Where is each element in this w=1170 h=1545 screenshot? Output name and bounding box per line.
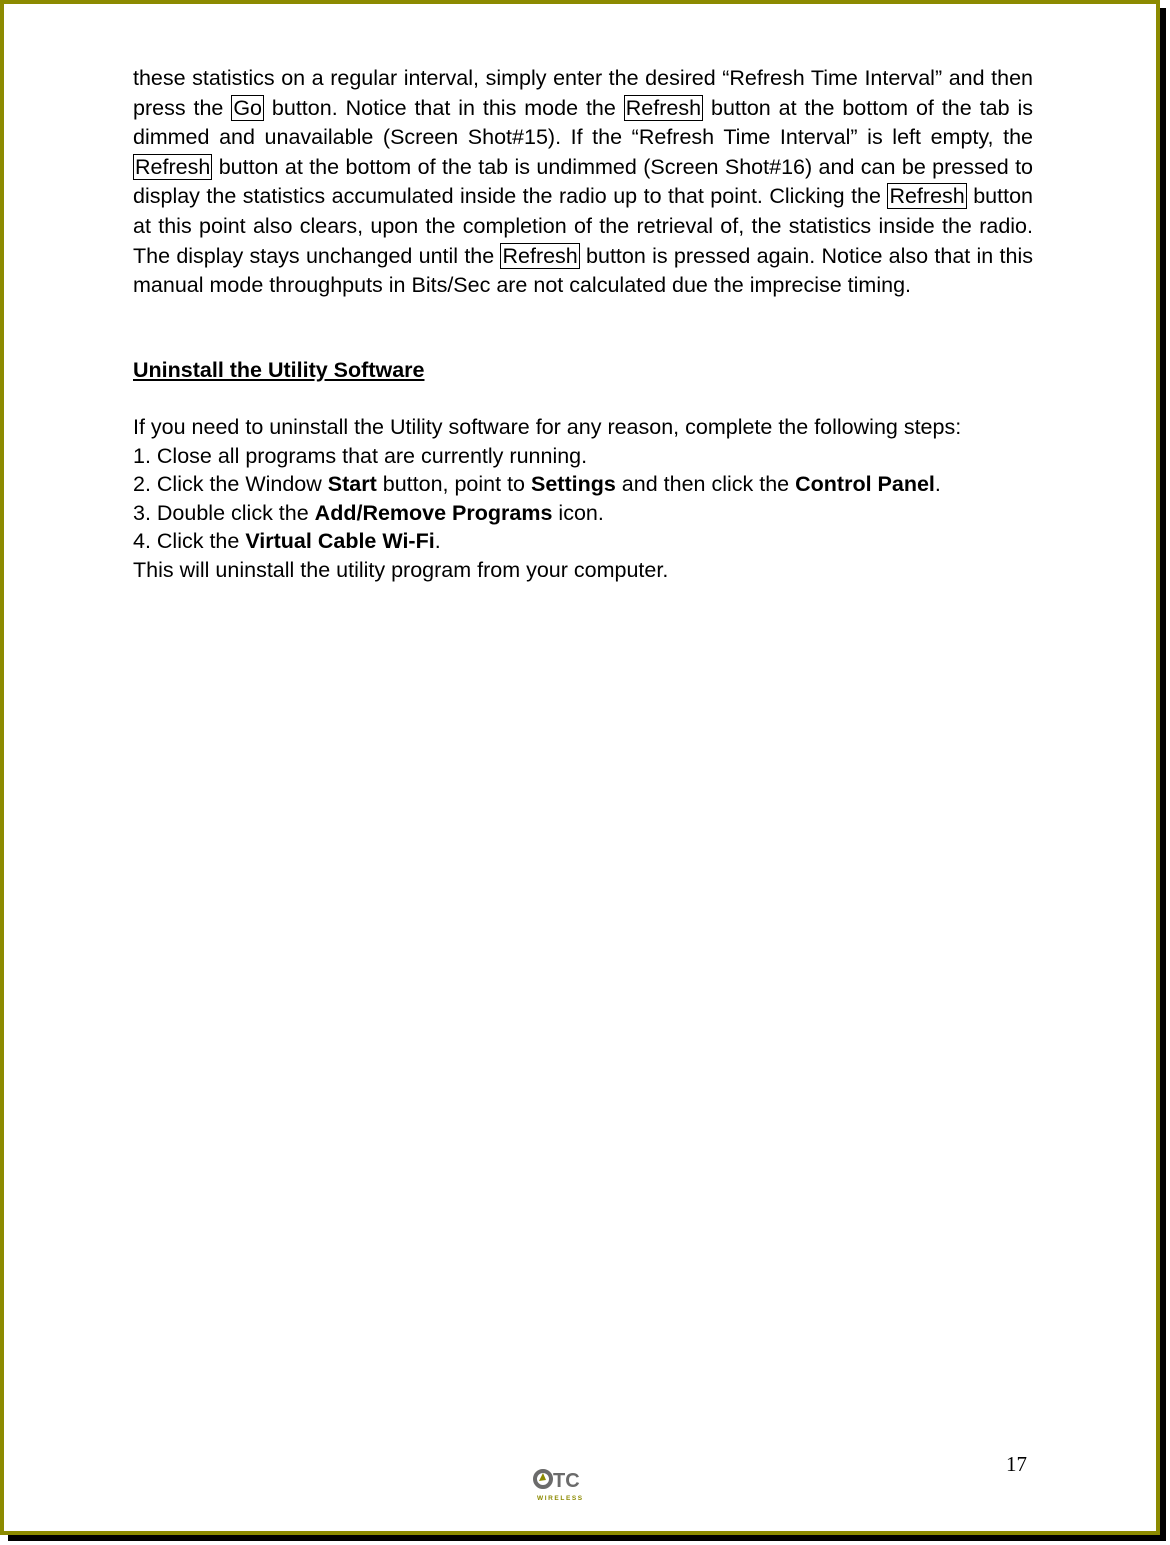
control-panel-term: Control Panel xyxy=(795,472,935,497)
step-1: 1. Close all programs that are currently running. xyxy=(133,443,588,468)
refresh-button-reference: Refresh xyxy=(135,154,211,179)
logo-leaf xyxy=(539,1473,546,1481)
frame-shadow-right xyxy=(1160,8,1166,1541)
text-run: button at this point also clears, upon the completion of the retrieval of, the statistics inside the radio. The display stays unchanged until the xyxy=(133,184,1033,268)
closing-sentence: This will uninstall the utility program from your computer. xyxy=(133,557,669,582)
text-run: button. Notice that in this mode the xyxy=(271,95,616,120)
otc-wireless-logo xyxy=(532,1466,602,1504)
otc-logo-mark xyxy=(535,1470,580,1492)
logo-wireless-text: WIRELESS xyxy=(537,1495,584,1502)
text-run: button, point to xyxy=(382,472,525,497)
uninstall-intro: If you need to uninstall the Utility software for any reason, complete the following steps: xyxy=(133,414,962,439)
document-body xyxy=(133,64,1033,585)
text-run: 2. Click the Window xyxy=(133,472,322,497)
text-run: 3. Double click the xyxy=(133,500,309,525)
section-heading: Uninstall the Utility Software xyxy=(133,357,425,382)
virtual-cable-wifi-term: Virtual Cable Wi-Fi xyxy=(245,529,435,554)
go-button-reference: Go xyxy=(233,95,262,120)
add-remove-programs-term: Add/Remove Programs xyxy=(314,500,553,525)
page-number: 17 xyxy=(1006,1452,1027,1476)
text-run: 4. Click the xyxy=(133,529,240,554)
settings-term: Settings xyxy=(530,472,616,497)
text-run: . xyxy=(934,472,941,497)
text-run: . xyxy=(434,529,441,554)
text-run: button at the bottom of the tab is dimmed and unavailable (Screen Shot#15). If the “Refresh Time Interval” is left empty, the xyxy=(133,95,1033,150)
text-run: button is pressed again. Notice also that in this manual mode throughputs in Bits/Sec are not calculated due the imprecise timing. xyxy=(133,243,1033,298)
refresh-button-reference: Refresh xyxy=(889,184,965,209)
text-run: and then click the xyxy=(621,472,790,497)
refresh-button-reference: Refresh xyxy=(502,243,578,268)
step-4 xyxy=(133,527,1033,556)
logo-tc-text: TC xyxy=(553,1470,580,1492)
step-2 xyxy=(133,470,1033,499)
text-run: icon. xyxy=(558,500,604,525)
refresh-button-reference: Refresh xyxy=(625,95,702,120)
frame-shadow-bottom xyxy=(8,1535,1166,1541)
statistics-paragraph xyxy=(133,64,1033,301)
start-term: Start xyxy=(327,472,377,497)
step-3 xyxy=(133,499,1033,528)
text-run: these statistics on a regular interval, simply enter the desired “Refresh Time Interval” and then press the xyxy=(133,66,1033,120)
text-run: button at the bottom of the tab is undimmed (Screen Shot#16) and can be pressed to display the statistics accumulated inside the radio up to that point. Clicking the xyxy=(133,154,1033,209)
